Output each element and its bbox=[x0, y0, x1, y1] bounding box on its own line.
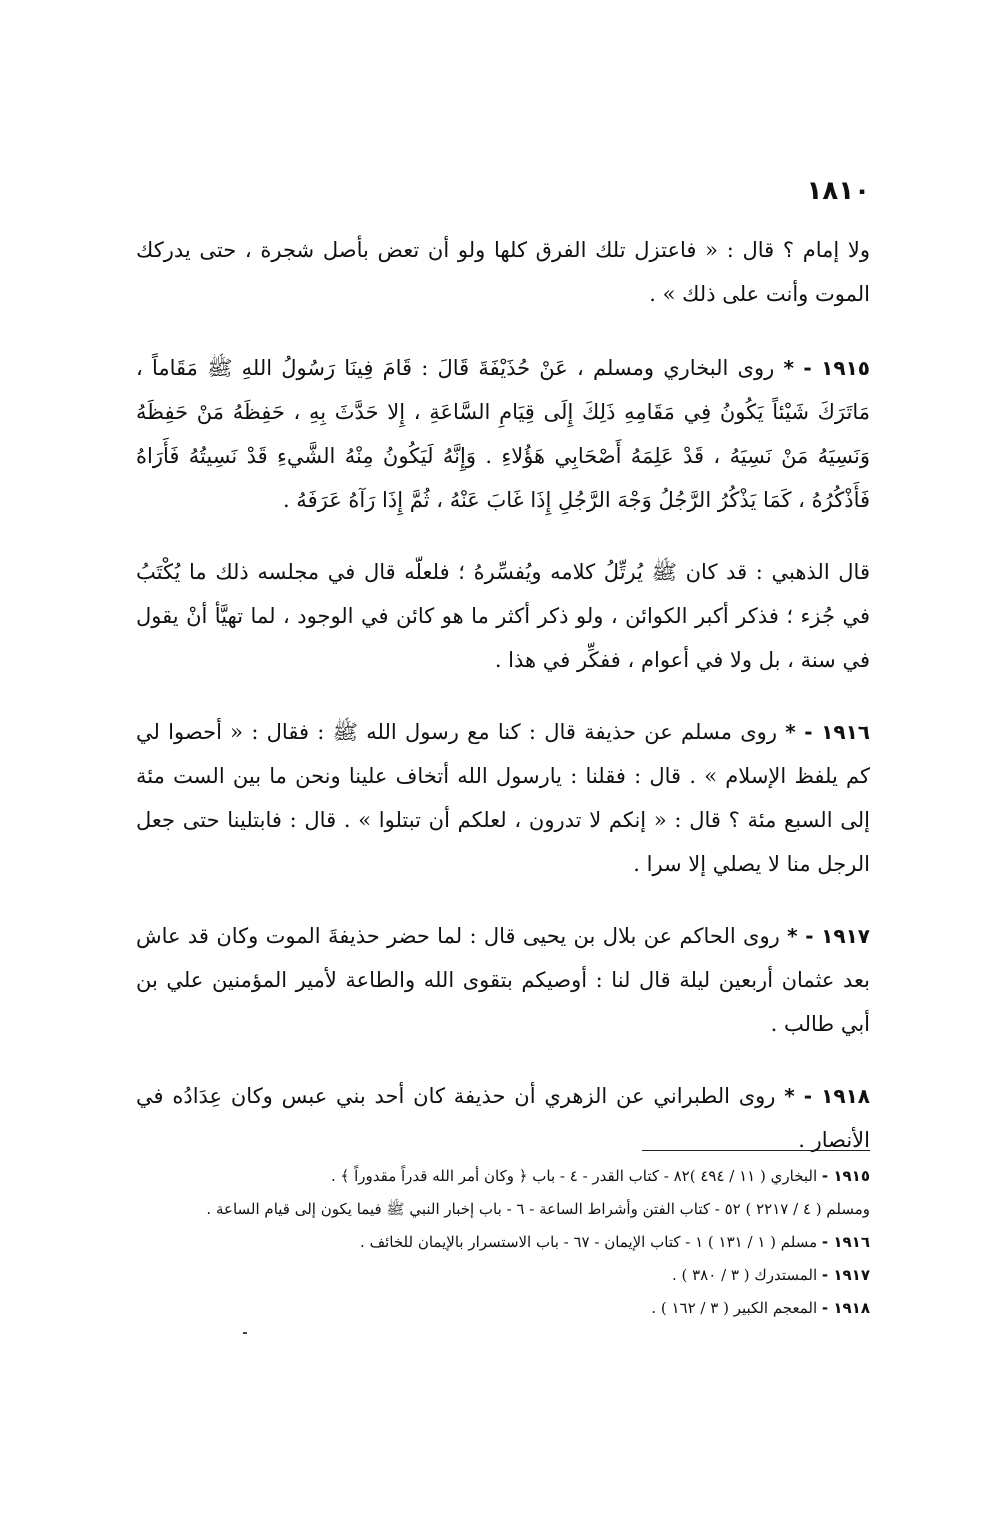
footnote-1915-muslim bbox=[136, 1193, 870, 1226]
paragraph-continuation bbox=[136, 228, 870, 316]
paragraph-hadith-1917 bbox=[136, 914, 870, 1046]
paragraph-hadith-1916 bbox=[136, 710, 870, 886]
paragraph-hadith-1915 bbox=[136, 346, 870, 522]
footnote-text: البخاري ( ١١ / ٤٩٤ )٨٢ - كتاب القدر - ٤ - باب ﴿ وكان أمر الله قدراً مقدوراً ﴾ . bbox=[331, 1167, 818, 1185]
footnote-1917 bbox=[136, 1259, 870, 1292]
footnotes bbox=[136, 1160, 870, 1325]
footnote-text: مسلم ( ١ / ١٣١ ) ١ - كتاب الإيمان - ٦٧ - باب الاستسرار بالإيمان للخائف . bbox=[360, 1233, 818, 1251]
page-number: ١٨١٠ bbox=[806, 176, 870, 206]
footnote-text: المستدرك ( ٣ / ٣٨٠ ) . bbox=[671, 1266, 818, 1284]
hadith-number: ١٩١٨ - * bbox=[784, 1084, 870, 1108]
footnote-1916 bbox=[136, 1226, 870, 1259]
footnote-divider bbox=[642, 1150, 870, 1151]
paragraph-text: روى الحاكم عن بلال بن يحيى قال : لما حضر حذيفةَ الموت وكان قد عاش بعد عثمان أربعين ليلة قال لنا : أوصيكم بتقوى الله والطاعة لأمير المؤمنين علي بن أبي طالب . bbox=[136, 924, 870, 1036]
scan-speck bbox=[243, 1332, 247, 1334]
footnote-1915 bbox=[136, 1160, 870, 1193]
paragraph-text: قال الذهبي : قد كان ﷺ يُرتِّلُ كلامه ويُفسِّرهُ ؛ فلعلّه قال في مجلسه ذلك ما يُكْتَبُ في جُزء ؛ فذكر أكبر الكوائن ، ولو ذكر أكثر ما هو كائن في الوجود ، لما تهيَّأ أنْ يقول في سنة ، بل ولا في أعوام ، ففكِّر في هذا . bbox=[136, 560, 870, 672]
hadith-number: ١٩١٦ - * bbox=[785, 720, 870, 744]
paragraph-text: روى الطبراني عن الزهري أن حذيفة كان أحد بني عبس وكان عِدَادُه في الأنصار . bbox=[136, 1084, 870, 1152]
footnote-number: ١٩١٨ - bbox=[821, 1299, 870, 1317]
footnote-number: ١٩١٦ - bbox=[821, 1233, 870, 1251]
paragraph-hadith-1918 bbox=[136, 1074, 870, 1162]
footnote-number: ١٩١٥ - bbox=[821, 1167, 870, 1185]
footnote-number: ١٩١٧ - bbox=[821, 1266, 870, 1284]
hadith-number: ١٩١٧ - * bbox=[787, 924, 870, 948]
footnote-text: ومسلم ( ٤ / ٢٢١٧ ) ٥٢ - كتاب الفتن وأشراط الساعة - ٦ - باب إخبار النبي ﷺ فيما يكون إلى قيام الساعة . bbox=[206, 1200, 870, 1218]
paragraph-text: روى مسلم عن حذيفة قال : كنا مع رسول الله ﷺ : فقال : « أحصوا لي كم يلفظ الإسلام » . قال : فقلنا : يارسول الله أتخاف علينا ونحن ما بين الست مئة إلى السبع مئة ؟ قال : « إنكم لا تدرون ، لعلكم أن تبتلوا » . قال : فابتلينا حتى جعل الرجل منا لا يصلي إلا سرا . bbox=[136, 720, 870, 876]
footnote-1918 bbox=[136, 1292, 870, 1325]
paragraph-dhahabi-comment bbox=[136, 550, 870, 682]
paragraph-text: روى البخاري ومسلم ، عَنْ حُذَيْفَةَ قَالَ : قَامَ فِينَا رَسُولُ اللهِ ﷺ مَقَاماً ، مَاتَرَكَ شَيْئاً يَكُونُ فِي مَقَامِهِ ذَلِكَ إِلَى قِيَامِ السَّاعَةِ ، إِلا حَدَّثَ بِهِ ، حَفِظَهُ مَنْ حَفِظَهُ وَنَسِيَهُ مَنْ نَسِيَهُ ، قَدْ عَلِمَهُ أَصْحَابِي هَؤُلاءِ . وَإِنَّهُ لَيَكُونُ مِنْهُ الشَّيءِ قَدْ نَسِيتُهُ فَأَرَاهُ فَأَذْكُرُهُ ، كَمَا يَذْكُرُ الرَّجُلُ وَجْهَ الرَّجُلِ إِذَا غَابَ عَنْهُ ، ثُمَّ إِذَا رَآهُ عَرَفَهُ . bbox=[136, 356, 870, 512]
main-text bbox=[136, 228, 870, 1190]
footnote-text: المعجم الكبير ( ٣ / ١٦٢ ) . bbox=[651, 1299, 818, 1317]
paragraph-text: ولا إمام ؟ قال : « فاعتزل تلك الفرق كلها ولو أن تعض بأصل شجرة ، حتى يدركك الموت وأنت على ذلك » . bbox=[136, 238, 870, 306]
hadith-number: ١٩١٥ - * bbox=[783, 356, 870, 380]
